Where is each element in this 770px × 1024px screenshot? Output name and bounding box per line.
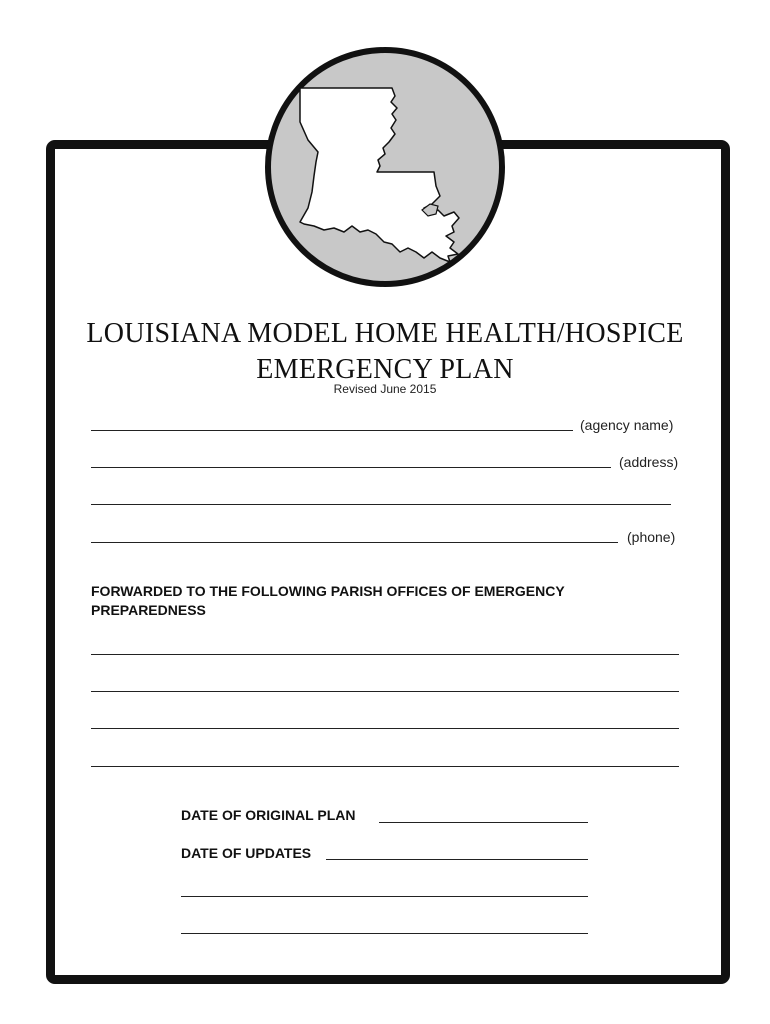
louisiana-state-emblem — [264, 46, 506, 288]
updates-date-field-2[interactable] — [181, 896, 588, 897]
revision-date: Revised June 2015 — [333, 382, 437, 396]
agency-name-label: (agency name) — [580, 417, 674, 433]
parish-office-field-2[interactable] — [91, 691, 679, 692]
parish-office-field-4[interactable] — [91, 766, 679, 767]
phone-label: (phone) — [627, 529, 676, 545]
parish-office-field-1[interactable] — [91, 654, 679, 655]
original-plan-date-field[interactable] — [379, 822, 588, 823]
form-title-line2: EMERGENCY PLAN — [256, 354, 514, 385]
parish-office-field-3[interactable] — [91, 728, 679, 729]
agency-name-field[interactable] — [91, 430, 573, 431]
form-title-line1: LOUISIANA MODEL HOME HEALTH/HOSPICE — [86, 318, 684, 349]
address-label: (address) — [619, 454, 679, 470]
phone-field[interactable] — [91, 542, 618, 543]
updates-date-field-3[interactable] — [181, 933, 588, 934]
updates-date-field-1[interactable] — [326, 859, 588, 860]
address-field[interactable] — [91, 467, 611, 468]
original-plan-date-label: DATE OF ORIGINAL PLAN — [181, 807, 356, 823]
updates-date-label: DATE OF UPDATES — [181, 845, 312, 861]
address-line2-field[interactable] — [91, 504, 671, 505]
forwarded-heading: FORWARDED TO THE FOLLOWING PARISH OFFICES OF EMERGENCY PREPAREDNESS — [91, 583, 565, 618]
